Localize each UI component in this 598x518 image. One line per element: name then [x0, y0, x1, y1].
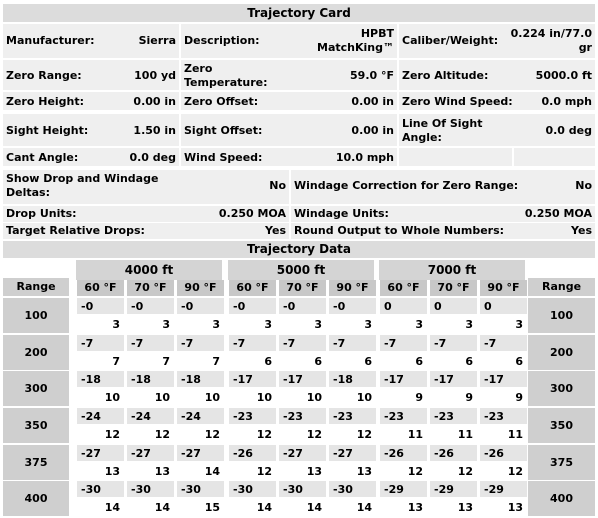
manufacturer-value: Sierra — [138, 34, 176, 47]
zero-range-label: Zero Range: — [6, 69, 82, 82]
drop-value: -17 — [384, 373, 404, 386]
drop-value: -29 — [384, 483, 404, 496]
show-drop-value: No — [269, 179, 286, 192]
windage-value: 3 — [364, 318, 372, 331]
windage-value: 7 — [212, 355, 220, 368]
windage-value: 12 — [256, 428, 272, 441]
windage-value: 10 — [356, 391, 372, 404]
windage-value: 13 — [154, 465, 170, 478]
windage-value: 9 — [515, 391, 523, 404]
windage-value: 6 — [364, 355, 372, 368]
drop-value: -0 — [81, 300, 94, 313]
altitude-header: 7000 ft — [379, 260, 525, 280]
drop-value: -7 — [181, 337, 194, 350]
sight-height-value: 1.50 in — [133, 124, 176, 137]
range-header-left: Range — [3, 278, 69, 296]
drop-value: -24 — [81, 410, 101, 423]
windage-value: 13 — [507, 501, 523, 514]
empty-cell-b — [514, 148, 595, 166]
drop-value: -7 — [384, 337, 397, 350]
windage-value: 12 — [154, 428, 170, 441]
range-cell-right: 200 — [528, 335, 595, 370]
drop-value: -27 — [81, 447, 101, 460]
target-relative-label: Target Relative Drops: — [6, 224, 145, 237]
drop-value: -29 — [484, 483, 504, 496]
drop-value: -27 — [283, 447, 303, 460]
windage-value: 10 — [154, 391, 170, 404]
range-cell-right: 375 — [528, 445, 595, 480]
windage-value: 3 — [314, 318, 322, 331]
drop-value: -23 — [283, 410, 303, 423]
windage-value: 3 — [415, 318, 423, 331]
manufacturer-label: Manufacturer: — [6, 34, 95, 47]
drop-value: -7 — [283, 337, 296, 350]
range-cell-left: 100 — [3, 298, 69, 333]
temperature-header: 60 °F — [380, 280, 427, 296]
drop-value: 0 — [434, 300, 442, 313]
windage-value: 12 — [407, 465, 423, 478]
temperature-header: 60 °F — [229, 280, 276, 296]
description-value-line2: MatchKing™ — [317, 41, 394, 54]
drop-value: -30 — [333, 483, 353, 496]
range-cell-right: 350 — [528, 408, 595, 443]
description-label: Description: — [184, 34, 260, 47]
drop-value: -26 — [384, 447, 404, 460]
drop-value: -0 — [131, 300, 144, 313]
drop-value: -17 — [484, 373, 504, 386]
range-cell-left: 200 — [3, 335, 69, 370]
windage-value: 12 — [104, 428, 120, 441]
drop-value: -0 — [181, 300, 194, 313]
windage-value: 15 — [204, 501, 220, 514]
altitude-header: 4000 ft — [76, 260, 222, 280]
drop-units-label: Drop Units: — [6, 207, 77, 220]
drop-value: -7 — [81, 337, 94, 350]
zero-offset-label: Zero Offset: — [184, 95, 259, 108]
windage-value: 3 — [162, 318, 170, 331]
drop-value: -7 — [233, 337, 246, 350]
caliber-weight-label: Caliber/Weight: — [402, 34, 499, 47]
zero-altitude-label: Zero Altitude: — [402, 69, 489, 82]
drop-value: -23 — [233, 410, 253, 423]
windage-value: 3 — [112, 318, 120, 331]
drop-value: -18 — [81, 373, 101, 386]
line-of-sight-value: 0.0 deg — [545, 124, 592, 137]
windage-correction-value: No — [575, 179, 592, 192]
drop-value: -18 — [131, 373, 151, 386]
drop-value: -30 — [233, 483, 253, 496]
zero-offset-value: 0.00 in — [351, 95, 394, 108]
range-header-right: Range — [528, 278, 595, 296]
windage-value: 6 — [314, 355, 322, 368]
sight-height-label: Sight Height: — [6, 124, 89, 137]
caliber-weight-value-line1: 0.224 in/77.0 — [510, 27, 592, 40]
altitude-header: 5000 ft — [228, 260, 374, 280]
drop-value: -26 — [233, 447, 253, 460]
temperature-header: 70 °F — [127, 280, 174, 296]
drop-value: -17 — [283, 373, 303, 386]
zero-height-label: Zero Height: — [6, 95, 85, 108]
zero-temperature-label-line1: Zero — [184, 62, 213, 75]
windage-value: 14 — [356, 501, 372, 514]
windage-value: 14 — [154, 501, 170, 514]
show-drop-label-line1: Show Drop and Windage — [6, 172, 159, 185]
sight-offset-label: Sight Offset: — [184, 124, 263, 137]
windage-value: 13 — [457, 501, 473, 514]
zero-wind-speed-value: 0.0 mph — [541, 95, 592, 108]
windage-value: 12 — [306, 428, 322, 441]
windage-value: 14 — [204, 465, 220, 478]
line-of-sight-label-line2: Angle: — [402, 131, 442, 144]
windage-value: 12 — [204, 428, 220, 441]
windage-value: 3 — [264, 318, 272, 331]
windage-units-value: 0.250 MOA — [524, 207, 592, 220]
windage-value: 13 — [407, 501, 423, 514]
drop-value: -27 — [131, 447, 151, 460]
cant-angle-value: 0.0 deg — [129, 151, 176, 164]
drop-value: -0 — [333, 300, 346, 313]
wind-speed-label: Wind Speed: — [184, 151, 263, 164]
windage-value: 11 — [457, 428, 473, 441]
range-cell-left: 350 — [3, 408, 69, 443]
zero-height-value: 0.00 in — [133, 95, 176, 108]
drop-value: -0 — [283, 300, 296, 313]
windage-value: 14 — [256, 501, 272, 514]
windage-value: 10 — [204, 391, 220, 404]
empty-cell-a — [399, 148, 512, 166]
range-cell-left: 375 — [3, 445, 69, 480]
windage-correction-label: Windage Correction for Zero Range: — [294, 179, 519, 192]
zero-temperature-value: 59.0 °F — [350, 69, 394, 82]
range-cell-right: 400 — [528, 481, 595, 516]
windage-value: 11 — [507, 428, 523, 441]
drop-value: -26 — [484, 447, 504, 460]
windage-value: 10 — [104, 391, 120, 404]
windage-value: 6 — [264, 355, 272, 368]
temperature-header: 70 °F — [430, 280, 477, 296]
windage-value: 10 — [306, 391, 322, 404]
windage-units-label: Windage Units: — [294, 207, 389, 220]
windage-value: 12 — [356, 428, 372, 441]
temperature-header: 70 °F — [279, 280, 326, 296]
drop-value: 0 — [484, 300, 492, 313]
drop-value: -30 — [283, 483, 303, 496]
zero-altitude-value: 5000.0 ft — [535, 69, 592, 82]
round-output-value: Yes — [571, 224, 592, 237]
drop-value: -29 — [434, 483, 454, 496]
zero-wind-speed-label: Zero Wind Speed: — [402, 95, 513, 108]
drop-value: -30 — [81, 483, 101, 496]
windage-value: 6 — [465, 355, 473, 368]
windage-value: 14 — [306, 501, 322, 514]
windage-value: 13 — [356, 465, 372, 478]
temperature-header: 60 °F — [77, 280, 124, 296]
drop-value: -27 — [333, 447, 353, 460]
description-value-line1: HPBT — [360, 27, 394, 40]
drop-value: -7 — [333, 337, 346, 350]
trajectory-title: Trajectory Data — [3, 241, 595, 258]
show-drop-label-line2: Deltas: — [6, 186, 50, 199]
windage-value: 7 — [162, 355, 170, 368]
windage-value: 3 — [212, 318, 220, 331]
caliber-weight-value-line2: gr — [578, 41, 592, 54]
drop-value: -23 — [434, 410, 454, 423]
drop-value: -30 — [181, 483, 201, 496]
drop-value: -18 — [181, 373, 201, 386]
windage-value: 12 — [256, 465, 272, 478]
range-cell-right: 100 — [528, 298, 595, 333]
drop-value: 0 — [384, 300, 392, 313]
zero-range-value: 100 yd — [134, 69, 176, 82]
windage-value: 13 — [104, 465, 120, 478]
cant-angle-label: Cant Angle: — [6, 151, 79, 164]
sight-offset-value: 0.00 in — [351, 124, 394, 137]
windage-value: 7 — [112, 355, 120, 368]
drop-value: -17 — [434, 373, 454, 386]
wind-speed-value: 10.0 mph — [335, 151, 394, 164]
windage-value: 6 — [515, 355, 523, 368]
drop-value: -18 — [333, 373, 353, 386]
line-of-sight-label-line1: Line Of Sight — [402, 117, 483, 130]
windage-value: 11 — [407, 428, 423, 441]
drop-value: -24 — [131, 410, 151, 423]
drop-value: -17 — [233, 373, 253, 386]
windage-value: 9 — [465, 391, 473, 404]
temperature-header: 90 °F — [329, 280, 376, 296]
drop-value: -7 — [434, 337, 447, 350]
drop-value: -26 — [434, 447, 454, 460]
target-relative-value: Yes — [265, 224, 286, 237]
temperature-header: 90 °F — [177, 280, 224, 296]
windage-value: 10 — [256, 391, 272, 404]
range-cell-left: 300 — [3, 371, 69, 406]
drop-value: -23 — [384, 410, 404, 423]
drop-value: -27 — [181, 447, 201, 460]
drop-value: -7 — [131, 337, 144, 350]
drop-units-value: 0.250 MOA — [218, 207, 286, 220]
temperature-header: 90 °F — [480, 280, 527, 296]
windage-value: 6 — [415, 355, 423, 368]
drop-value: -23 — [333, 410, 353, 423]
drop-value: -24 — [181, 410, 201, 423]
windage-value: 12 — [507, 465, 523, 478]
drop-value: -7 — [484, 337, 497, 350]
zero-temperature-label-line2: Temperature: — [184, 76, 268, 89]
card-title: Trajectory Card — [3, 4, 595, 22]
range-cell-left: 400 — [3, 481, 69, 516]
drop-value: -23 — [484, 410, 504, 423]
windage-value: 13 — [306, 465, 322, 478]
range-cell-right: 300 — [528, 371, 595, 406]
drop-value: -30 — [131, 483, 151, 496]
windage-value: 3 — [515, 318, 523, 331]
windage-value: 9 — [415, 391, 423, 404]
drop-value: -0 — [233, 300, 246, 313]
round-output-label: Round Output to Whole Numbers: — [294, 224, 505, 237]
windage-value: 14 — [104, 501, 120, 514]
windage-value: 3 — [465, 318, 473, 331]
windage-value: 12 — [457, 465, 473, 478]
